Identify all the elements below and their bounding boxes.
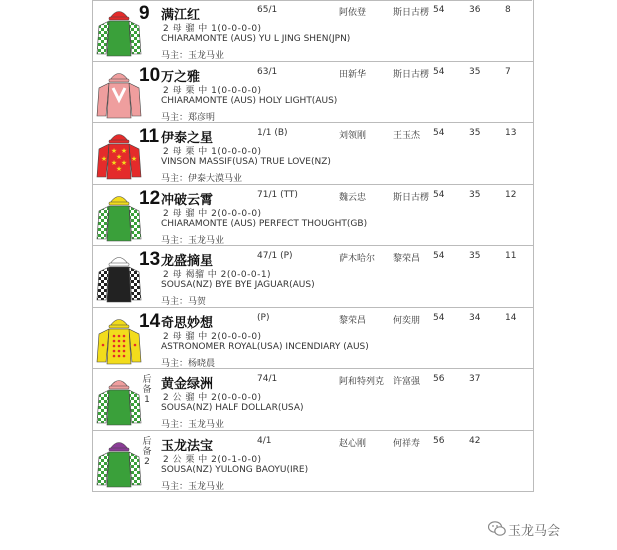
watermark-text: 玉龙马会 (508, 524, 561, 539)
horse-entry (93, 62, 533, 124)
weight-col: 54 (433, 66, 445, 77)
jockey-name: 阿依登 (339, 8, 367, 18)
horse-info: 2 母 栗 中 1(0-0-0-0) (163, 85, 262, 96)
trainer-name: 王玉杰 (393, 131, 421, 141)
odds: 4/1 (257, 435, 272, 446)
stat-col: 34 (469, 312, 481, 323)
stat-col: 42 (469, 435, 481, 446)
wechat-icon (488, 521, 506, 537)
horse-name: 伊泰之星 (161, 131, 214, 146)
horse-info: 2 母 褐骝 中 2(0-0-0-1) (163, 270, 272, 280)
horse-entry (93, 431, 533, 493)
odds: 63/1 (257, 66, 278, 77)
horse-name: 玉龙法宝 (161, 438, 214, 454)
horse-name: 黄金绿洲 (161, 377, 214, 392)
jockey-name: 魏云忠 (339, 192, 367, 203)
weight-col: 54 (433, 189, 445, 200)
owner: 马主：马贺 (161, 297, 207, 307)
stat-col: 35 (469, 251, 481, 261)
weight-col: 56 (433, 435, 445, 446)
horse-number: 14 (139, 310, 161, 332)
odds: (P) (257, 312, 270, 323)
jockey-silk-icon (95, 435, 143, 489)
horse-name: 龙盛摘星 (161, 254, 214, 269)
horse-name: 冲破云霄 (161, 192, 214, 208)
horse-number: 11 (139, 126, 160, 147)
draw-col: 11 (505, 251, 517, 261)
horse-entry (93, 369, 533, 431)
odds: 1/1 (B) (257, 128, 288, 138)
jockey-silk-icon (95, 4, 143, 58)
svg-text:★: ★ (120, 147, 128, 155)
horse-info: 2 母 骝 中 2(0-0-0-0) (163, 331, 262, 342)
weight-col: 54 (433, 251, 445, 261)
horse-number: 12 (139, 187, 161, 209)
horse-info: 2 公 骝 中 2(0-0-0-0) (163, 393, 262, 403)
weight-col: 56 (433, 374, 445, 384)
odds: 71/1 (TT) (257, 189, 298, 200)
jockey-name: 萨木哈尔 (339, 254, 376, 264)
svg-text:★: ★ (115, 165, 123, 173)
wechat-watermark (488, 517, 608, 539)
pedigree: CHIARAMONTE (AUS) PERFECT THOUGHT(GB) (161, 218, 368, 229)
odds: 65/1 (257, 5, 278, 15)
pedigree: SOUSA(NZ) BYE BYE JAGUAR(AUS) (161, 280, 315, 290)
jockey-silk-icon (95, 373, 143, 427)
jockey-silk-icon (95, 189, 143, 243)
trainer-name: 何奕朋 (393, 315, 421, 326)
svg-text:★: ★ (130, 155, 138, 163)
horse-number: 10 (139, 64, 161, 86)
jockey-silk-icon (95, 127, 143, 181)
stat-col: 35 (469, 189, 481, 200)
svg-text:★: ★ (115, 153, 123, 161)
pedigree: SOUSA(NZ) HALF DOLLAR(USA) (161, 403, 304, 413)
horse-info: 2 母 栗 中 1(0-0-0-0) (163, 147, 262, 157)
draw-col: 12 (505, 189, 517, 200)
weight-col: 54 (433, 128, 445, 138)
owner: 马主：玉龙马业 (161, 235, 225, 246)
stat-col: 35 (469, 128, 481, 138)
reserve-label: 后备1 (142, 375, 152, 405)
draw-col: 13 (505, 128, 517, 138)
draw-col: 8 (505, 5, 511, 15)
pedigree: CHIARAMONTE (AUS) YU L JING SHEN(JPN) (161, 34, 351, 44)
svg-text:★: ★ (120, 159, 128, 167)
horse-entry (93, 123, 533, 185)
stat-col: 36 (469, 5, 481, 15)
jockey-name: 阿和特列克 (339, 377, 385, 387)
odds: 47/1 (P) (257, 251, 293, 261)
horse-info: 2 母 骝 中 1(0-0-0-0) (163, 24, 262, 34)
trainer-name: 何祥寿 (393, 438, 421, 449)
trainer-name: 斯日古楞 (393, 192, 430, 203)
horse-entry (93, 308, 533, 370)
owner: 马主：杨晓晨 (161, 358, 216, 369)
horse-number: 9 (139, 3, 150, 24)
horse-name: 奇思妙想 (161, 315, 214, 331)
trainer-name: 许富强 (393, 377, 421, 387)
weight-col: 54 (433, 5, 445, 15)
draw-col: 14 (505, 312, 517, 323)
jockey-name: 黎荣昌 (339, 315, 367, 326)
horse-name: 万之雅 (161, 69, 201, 85)
pedigree: SOUSA(NZ) YULONG BAOYU(IRE) (161, 464, 309, 475)
horse-entry (93, 246, 533, 308)
jockey-name: 刘领刚 (339, 131, 367, 141)
pedigree: CHIARAMONTE (AUS) HOLY LIGHT(AUS) (161, 95, 338, 106)
trainer-name: 黎荣昌 (393, 254, 421, 264)
jockey-silk-icon (95, 312, 143, 366)
horse-info: 2 母 骝 中 2(0-0-0-0) (163, 208, 262, 219)
race-card (92, 0, 534, 492)
horse-entry (93, 0, 533, 62)
stat-col: 35 (469, 66, 481, 77)
owner: 马主：玉龙马业 (161, 420, 225, 430)
owner: 马主：郑彦明 (161, 112, 216, 123)
svg-text:★: ★ (110, 147, 118, 155)
weight-col: 54 (433, 312, 445, 323)
horse-entry (93, 185, 533, 247)
jockey-name: 田新华 (339, 69, 367, 80)
owner: 马主：伊泰大漠马业 (161, 174, 243, 184)
jockey-name: 赵心刚 (339, 438, 367, 449)
horse-info: 2 公 栗 中 2(0-1-0-0) (163, 454, 262, 465)
owner: 马主：玉龙马业 (161, 51, 225, 61)
pedigree: VINSON MASSIF(USA) TRUE LOVE(NZ) (161, 157, 331, 167)
horse-name: 满江红 (161, 8, 201, 23)
jockey-silk-icon (95, 66, 143, 120)
draw-col: 7 (505, 66, 511, 77)
pedigree: ASTRONOMER ROYAL(USA) INCENDIARY (AUS) (161, 341, 369, 352)
jockey-silk-icon (95, 250, 143, 304)
svg-text:★: ★ (100, 155, 108, 163)
horse-number: 13 (139, 249, 161, 270)
svg-text:★: ★ (110, 159, 118, 167)
stat-col: 37 (469, 374, 481, 384)
trainer-name: 斯日古楞 (393, 8, 430, 18)
reserve-label: 后备2 (142, 436, 152, 467)
odds: 74/1 (257, 374, 278, 384)
trainer-name: 斯日古楞 (393, 69, 430, 80)
owner: 马主：玉龙马业 (161, 481, 225, 492)
